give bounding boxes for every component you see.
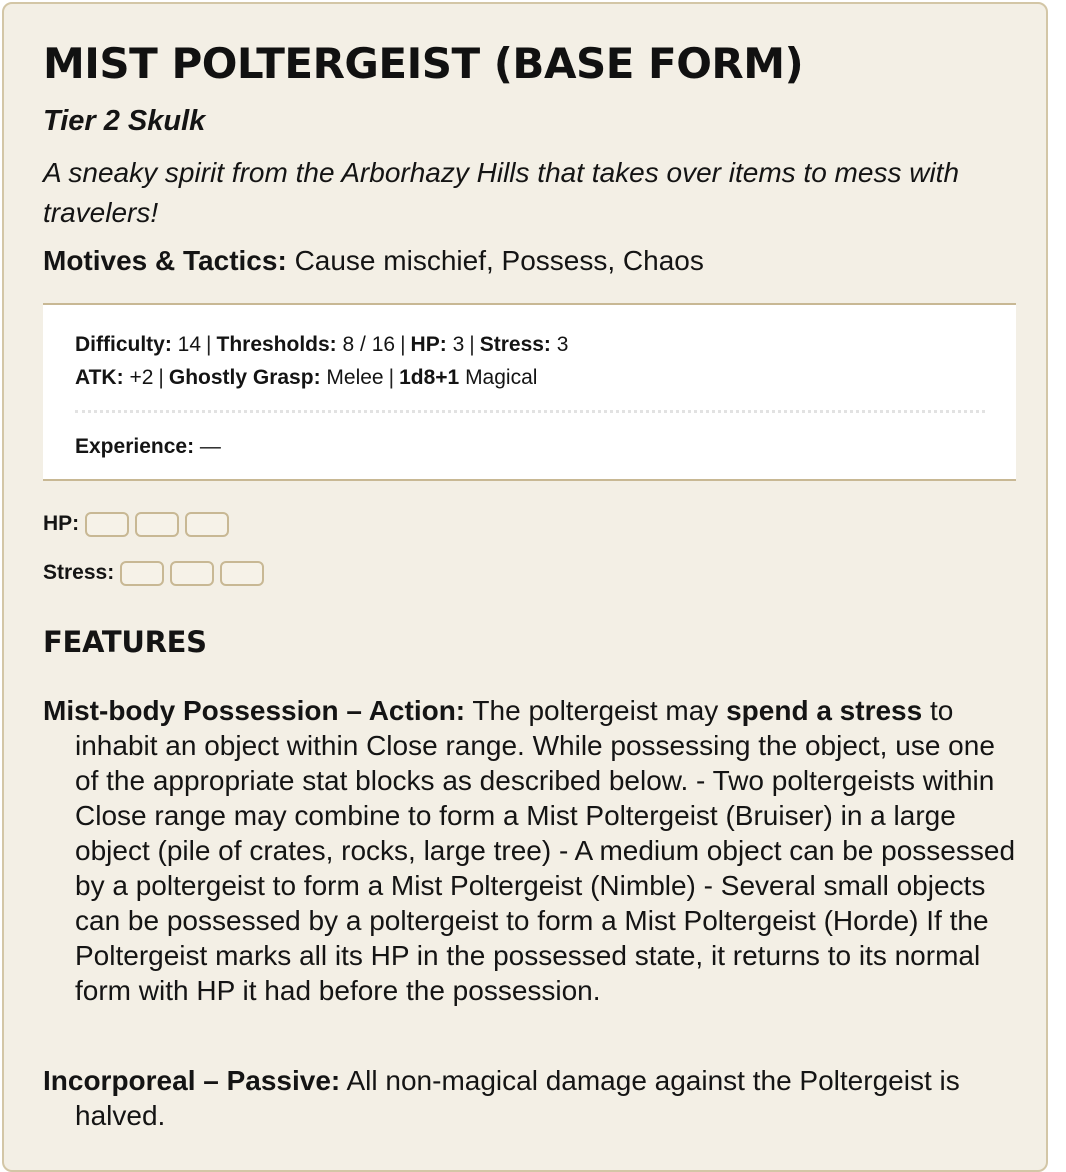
- feature-text: All non-magical damage against the Poltergeist is halved.: [75, 1065, 960, 1131]
- separator: |: [388, 366, 395, 389]
- hp-tracker-label: HP:: [43, 512, 80, 536]
- dotted-divider: [75, 410, 985, 413]
- separator: |: [400, 333, 406, 356]
- hp-checkbox[interactable]: [135, 512, 179, 537]
- separator: |: [206, 333, 212, 356]
- adversary-title: MIST POLTERGEIST (BASE FORM): [43, 39, 804, 88]
- weapon-label: Ghostly Grasp:: [168, 366, 321, 389]
- hp-value: 3: [452, 333, 465, 356]
- motives-value: Cause mischief, Possess, Chaos: [294, 245, 704, 276]
- stress-label: Stress:: [479, 333, 551, 356]
- hp-tracker: [43, 509, 229, 539]
- stress-checkbox[interactable]: [220, 561, 264, 586]
- hp-label: HP:: [410, 333, 447, 356]
- hp-checkbox[interactable]: [85, 512, 129, 537]
- thresholds-value: 8 / 16: [342, 333, 396, 356]
- difficulty-value: 14: [177, 333, 202, 356]
- adversary-tier: Tier 2 Skulk: [43, 105, 206, 137]
- motives-label: Motives & Tactics:: [43, 245, 287, 276]
- motives-tactics: [43, 241, 704, 281]
- thresholds-label: Thresholds:: [216, 333, 337, 356]
- damage-type: Magical: [465, 366, 538, 389]
- damage-dice: 1d8+1: [399, 366, 460, 389]
- hp-checkbox[interactable]: [185, 512, 229, 537]
- stress-checkbox[interactable]: [120, 561, 164, 586]
- stress-tracker: [43, 558, 264, 588]
- stat-line-experience: [75, 432, 221, 462]
- stat-line-defense: [75, 330, 568, 360]
- feature-name: Mist-body Possession – Action:: [43, 695, 466, 726]
- separator: |: [158, 366, 164, 389]
- atk-value: +2: [129, 366, 154, 389]
- stress-tracker-label: Stress:: [43, 561, 115, 585]
- feature-name: Incorporeal – Passive:: [43, 1065, 341, 1096]
- stress-value: 3: [556, 333, 569, 356]
- separator: |: [469, 333, 475, 356]
- feature-mist-body-possession: [43, 693, 1018, 1008]
- stat-line-attack: [75, 363, 537, 393]
- feature-text: to inhabit an object within Close range. While possessing the object, use one of the appropriate stat blocks as described below. - Two poltergeists within Close range may combine to form a Mist Poltergeist (Bruiser) in a large object (pile of crates, rocks, large tree) - A medium object can be possessed by a poltergeist to form a Mist Poltergeist (Nimble) - Several small objects can be possessed by a poltergeist to form a Mist Poltergeist (Horde) If the Poltergeist marks all its HP in the possessed state, it returns to its normal form with HP it had before the possession.: [75, 695, 1016, 1006]
- weapon-range: Melee: [326, 366, 384, 389]
- feature-text: The poltergeist may: [465, 695, 727, 726]
- features-heading: FEATURES: [43, 625, 207, 659]
- feature-emphasis: spend a stress: [726, 695, 923, 726]
- feature-incorporeal: [43, 1063, 1018, 1133]
- stat-block: [43, 303, 1016, 481]
- adversary-description: A sneaky spirit from the Arborhazy Hills that takes over items to mess with travelers!: [43, 157, 960, 228]
- experience-label: Experience:: [75, 435, 195, 458]
- difficulty-label: Difficulty:: [75, 333, 172, 356]
- experience-value: —: [199, 435, 221, 458]
- atk-label: ATK:: [75, 366, 124, 389]
- stress-checkbox[interactable]: [170, 561, 214, 586]
